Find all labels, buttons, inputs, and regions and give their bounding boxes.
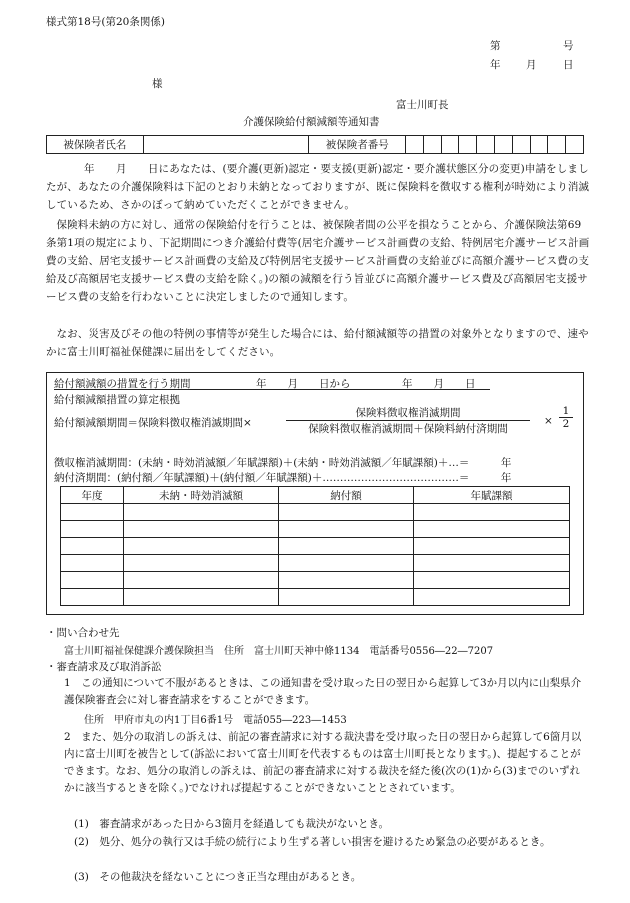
table-row bbox=[61, 504, 570, 521]
table-row bbox=[61, 555, 570, 572]
table-row bbox=[61, 589, 570, 606]
form-number: 様式第18号(第20条関係) bbox=[46, 16, 165, 28]
period-start: 年 月 日から bbox=[256, 378, 351, 390]
table-cell[interactable] bbox=[61, 555, 124, 572]
table-cell[interactable] bbox=[414, 572, 570, 589]
table-cell[interactable] bbox=[124, 504, 279, 521]
insured-number-digit-6[interactable] bbox=[495, 136, 513, 154]
table-cell[interactable] bbox=[61, 572, 124, 589]
inquiry-heading: ・問い合わせ先 bbox=[46, 627, 120, 639]
inquiry-contact: 富士川町福祉保健課介護保険担当 住所 富士川町天神中條1134 電話番号0556―22―7207 bbox=[64, 646, 494, 657]
review-sub-2: (2) 処分、処分の執行又は手続の続行により生ずる著しい損害を避けるため緊急の必要があるとき。 bbox=[74, 836, 551, 848]
col-paid-amount: 納付額 bbox=[279, 487, 414, 504]
basis-label: 給付額減額措置の算定根拠 bbox=[54, 394, 180, 406]
insured-number-digit-5[interactable] bbox=[477, 136, 495, 154]
table-cell[interactable] bbox=[414, 589, 570, 606]
period-label: 給付額減額の措置を行う期間 bbox=[54, 378, 191, 390]
doc-no-dai: 第 bbox=[490, 40, 501, 52]
table-cell[interactable] bbox=[61, 504, 124, 521]
table-row bbox=[61, 572, 570, 589]
date-day: 日 bbox=[563, 59, 574, 71]
date-year: 年 bbox=[490, 59, 501, 71]
table-cell[interactable] bbox=[279, 521, 414, 538]
issuer: 富士川町長 bbox=[396, 99, 449, 111]
paragraph-intro: 年 月 日にあなたは、(要介護(更新)認定・要支援(更新)認定・要介護状態区分の変更)申請をしましたが、あなたの介護保険料は下記のとおり未納となっておりますが、既に保険料を徴収する権利が時効により消滅しているため、さかのぼって納めていただくことができません。 bbox=[46, 163, 590, 211]
table-cell[interactable] bbox=[279, 538, 414, 555]
table-cell[interactable] bbox=[61, 589, 124, 606]
col-unpaid-amount: 未納・時効消滅額 bbox=[124, 487, 279, 504]
fraction-half bbox=[559, 405, 573, 430]
document-title: 介護保険給付額減額等通知書 bbox=[243, 116, 380, 128]
review-sub-1: (1) 審査請求があった日から3箇月を経過しても裁決がないとき。 bbox=[74, 818, 390, 830]
fraction-numerator: 保険料徴収権消滅期間 bbox=[355, 407, 461, 419]
table-cell[interactable] bbox=[279, 589, 414, 606]
table-cell[interactable] bbox=[124, 555, 279, 572]
review-item-1: 1 この通知について不服があるときは、この通知書を受け取った日の翌日から起算して3か月以内に山梨県介護保険審査会に対し審査請求をすることができます。 bbox=[64, 677, 582, 706]
half-denominator: 2 bbox=[562, 418, 570, 430]
col-annual-assessment: 年賦課額 bbox=[414, 487, 570, 504]
table-cell[interactable] bbox=[414, 555, 570, 572]
table-cell[interactable] bbox=[61, 521, 124, 538]
insured-number-digit-1[interactable] bbox=[406, 136, 424, 154]
date-month: 月 bbox=[526, 59, 537, 71]
paragraph-reduction: 保険料未納の方に対し、通常の保険給付を行うことは、被保険者間の公平を損なうことから、介護保険法第69条第1項の規定により、下記期間につき介護給付費等(居宅介護サービス計画費の支給、特例居宅介護サービス計画費の支給、居宅支援サービス計画費の支給及び特例居宅支援サービス計画費の支給並びに高額介護サービス費の支給及び高額居宅支援サービス費の支給を除く。)の額の減額を行う旨並びに高額介護サービス費及び高額居宅支援サービス費の支給を行わないことに決定しましたので通知します。 bbox=[46, 219, 590, 303]
table-cell[interactable] bbox=[124, 538, 279, 555]
insured-number-digit-9[interactable] bbox=[548, 136, 566, 154]
fraction-denominator: 保険料徴収権消滅期間＋保険料納付済期間 bbox=[308, 423, 508, 435]
table-cell[interactable] bbox=[414, 504, 570, 521]
review-sub-3: (3) その他裁決を経ないことにつき正当な理由があるとき。 bbox=[74, 871, 362, 883]
insured-name-label: 被保険者氏名 bbox=[47, 136, 144, 154]
table-cell[interactable] bbox=[414, 521, 570, 538]
table-row bbox=[61, 538, 570, 555]
review-item-2: 2 また、処分の取消しの訴えは、前記の審査請求に対する裁決書を受け取った日の翌日から起算して6箇月以内に富士川町を被告として(訴訟において富士川町を代表するものは富士川町長となります。)、提起することができます。なお、処分の取消しの訴えは、前記の審査請求に対する裁決を経た後(次の(1)から(3)までのいずれかに該当するときを除く。)でなければ提起することができないこととされています。 bbox=[64, 731, 582, 794]
insured-number-digit-8[interactable] bbox=[530, 136, 548, 154]
insured-name-field[interactable] bbox=[143, 136, 309, 154]
addressee-sama: 様 bbox=[152, 78, 163, 90]
payment-table-header bbox=[61, 487, 570, 504]
insured-number-digit-2[interactable] bbox=[423, 136, 441, 154]
insured-number-label: 被保険者番号 bbox=[309, 136, 406, 154]
formula-times: × bbox=[544, 415, 553, 427]
forfeit-period-line: 徴収権消滅期間：(未納・時効消滅額／年賦課額)＋(未納・時効消滅額／年賦課額)＋…＝ 年 bbox=[54, 457, 512, 469]
paid-period-line: 納付済期間：(納付額／年賦課額)＋(納付額／年賦課額)＋…………………………………＝ 年 bbox=[54, 472, 512, 484]
table-row bbox=[61, 521, 570, 538]
table-cell[interactable] bbox=[414, 538, 570, 555]
insured-number-digit-10[interactable] bbox=[566, 136, 584, 154]
period-underline bbox=[54, 389, 490, 390]
table-cell[interactable] bbox=[279, 572, 414, 589]
payment-table bbox=[60, 486, 570, 606]
formula-lhs: 給付額減額期間＝保険料徴収権消滅期間× bbox=[54, 417, 252, 429]
col-fiscal-year: 年度 bbox=[61, 487, 124, 504]
insured-number-digit-7[interactable] bbox=[512, 136, 530, 154]
table-cell[interactable] bbox=[124, 589, 279, 606]
table-cell[interactable] bbox=[124, 521, 279, 538]
table-cell[interactable] bbox=[124, 572, 279, 589]
review-heading: ・審査請求及び取消訴訟 bbox=[46, 661, 162, 673]
doc-no-go: 号 bbox=[563, 40, 574, 52]
table-cell[interactable] bbox=[61, 538, 124, 555]
period-end: 年 月 日 bbox=[402, 378, 476, 390]
insured-info-table bbox=[46, 135, 584, 154]
table-cell[interactable] bbox=[279, 555, 414, 572]
review-item-1-address: 住所 甲府市丸の内1丁目6番1号 電話055―223―1453 bbox=[84, 715, 347, 726]
insured-number-digit-3[interactable] bbox=[441, 136, 459, 154]
insured-number-digit-4[interactable] bbox=[459, 136, 477, 154]
half-numerator: 1 bbox=[562, 405, 570, 417]
table-cell[interactable] bbox=[279, 504, 414, 521]
paragraph-disaster: なお、災害及びその他の特例の事情等が発生した場合には、給付額減額等の措置の対象外となりますので、速やかに富士川町福祉保健課に届出をしてください。 bbox=[46, 328, 589, 358]
fraction-main bbox=[286, 405, 530, 436]
